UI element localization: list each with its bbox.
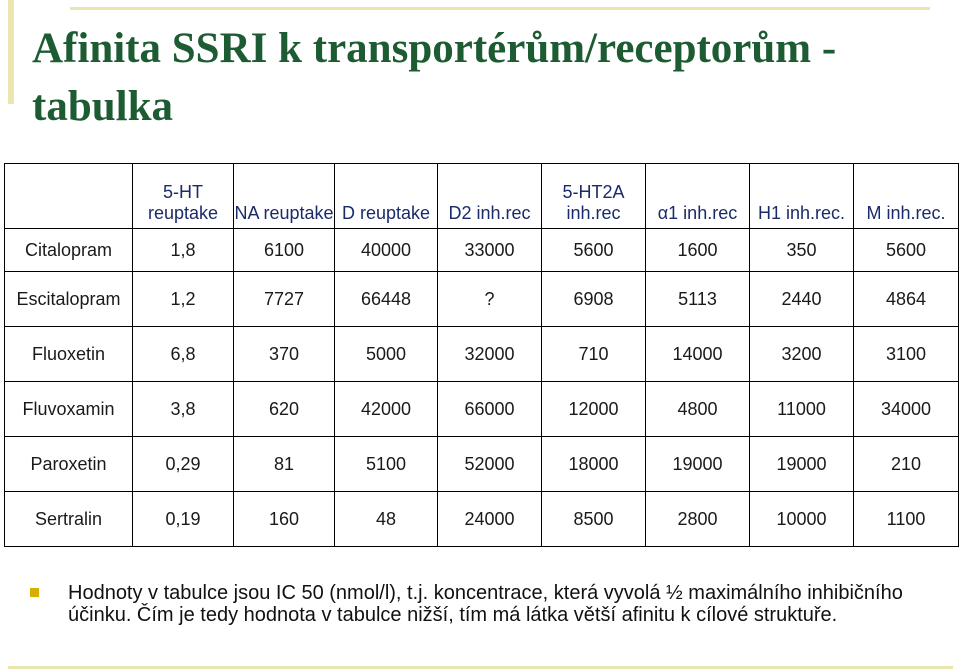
value-cell: 3,8 bbox=[133, 382, 234, 437]
value-cell: 160 bbox=[234, 492, 335, 547]
value-cell: 5000 bbox=[335, 327, 438, 382]
table-row bbox=[5, 229, 959, 272]
value-cell: 24000 bbox=[438, 492, 542, 547]
value-cell: 6908 bbox=[542, 272, 646, 327]
value-cell: 10000 bbox=[750, 492, 854, 547]
value-cell: 1,8 bbox=[133, 229, 234, 272]
value-cell: 32000 bbox=[438, 327, 542, 382]
value-cell: 12000 bbox=[542, 382, 646, 437]
value-cell: 7727 bbox=[234, 272, 335, 327]
value-cell: 3100 bbox=[854, 327, 959, 382]
value-cell: 1,2 bbox=[133, 272, 234, 327]
header-cell: D reuptake bbox=[335, 164, 438, 229]
value-cell: 11000 bbox=[750, 382, 854, 437]
value-cell: 34000 bbox=[854, 382, 959, 437]
header-cell: NA reuptake bbox=[234, 164, 335, 229]
value-cell: 14000 bbox=[646, 327, 750, 382]
table-row bbox=[5, 437, 959, 492]
value-cell: 0,29 bbox=[133, 437, 234, 492]
value-cell: 52000 bbox=[438, 437, 542, 492]
value-cell: 4800 bbox=[646, 382, 750, 437]
value-cell: 2800 bbox=[646, 492, 750, 547]
value-cell: 0,19 bbox=[133, 492, 234, 547]
drug-name-cell: Citalopram bbox=[5, 229, 133, 272]
page-title: Afinita SSRI k transportérům/receptorům - tabulka bbox=[32, 25, 837, 130]
value-cell: 5100 bbox=[335, 437, 438, 492]
note-bullet-item bbox=[36, 582, 936, 626]
value-cell: 6,8 bbox=[133, 327, 234, 382]
value-cell: 1100 bbox=[854, 492, 959, 547]
value-cell: 5600 bbox=[854, 229, 959, 272]
value-cell: 710 bbox=[542, 327, 646, 382]
value-cell: 620 bbox=[234, 382, 335, 437]
value-cell: 5113 bbox=[646, 272, 750, 327]
value-cell: 3200 bbox=[750, 327, 854, 382]
decorative-top-line bbox=[70, 7, 930, 10]
value-cell: 48 bbox=[335, 492, 438, 547]
value-cell: 350 bbox=[750, 229, 854, 272]
value-cell: 33000 bbox=[438, 229, 542, 272]
value-cell: 6100 bbox=[234, 229, 335, 272]
drug-name-cell: Fluoxetin bbox=[5, 327, 133, 382]
table-body bbox=[5, 229, 959, 547]
table-row bbox=[5, 272, 959, 327]
decorative-left-bar bbox=[8, 0, 14, 104]
value-cell: 8500 bbox=[542, 492, 646, 547]
value-cell: 19000 bbox=[750, 437, 854, 492]
header-cell: H1 inh.rec. bbox=[750, 164, 854, 229]
value-cell: 40000 bbox=[335, 229, 438, 272]
header-cell: 5-HT reuptake bbox=[133, 164, 234, 229]
drug-name-cell: Sertralin bbox=[5, 492, 133, 547]
drug-name-cell: Paroxetin bbox=[5, 437, 133, 492]
header-cell: 5-HT2A inh.rec bbox=[542, 164, 646, 229]
value-cell: 5600 bbox=[542, 229, 646, 272]
value-cell: 18000 bbox=[542, 437, 646, 492]
table-row bbox=[5, 327, 959, 382]
table-row bbox=[5, 492, 959, 547]
value-cell: 81 bbox=[234, 437, 335, 492]
drug-name-cell: Fluvoxamin bbox=[5, 382, 133, 437]
decorative-bottom-line bbox=[8, 666, 953, 669]
header-cell: D2 inh.rec bbox=[438, 164, 542, 229]
header-cell-empty bbox=[5, 164, 133, 229]
value-cell: 1600 bbox=[646, 229, 750, 272]
value-cell: 66000 bbox=[438, 382, 542, 437]
affinity-table bbox=[4, 163, 959, 547]
value-cell: 4864 bbox=[854, 272, 959, 327]
value-cell: 66448 bbox=[335, 272, 438, 327]
drug-name-cell: Escitalopram bbox=[5, 272, 133, 327]
value-cell: 2440 bbox=[750, 272, 854, 327]
value-cell: 210 bbox=[854, 437, 959, 492]
value-cell: 19000 bbox=[646, 437, 750, 492]
value-cell: 42000 bbox=[335, 382, 438, 437]
header-cell: M inh.rec. bbox=[854, 164, 959, 229]
header-cell: α1 inh.rec bbox=[646, 164, 750, 229]
value-cell: ? bbox=[438, 272, 542, 327]
note-text: Hodnoty v tabulce jsou IC 50 (nmol/l), t.j. koncentrace, která vyvolá ½ maximálního inhibičního účinku. Čím je tedy hodnota v tabulce nižší, tím má látka větší afinitu k cílové struktuře. bbox=[68, 582, 903, 626]
table-header bbox=[5, 164, 959, 229]
square-bullet-icon bbox=[30, 588, 39, 597]
value-cell: 370 bbox=[234, 327, 335, 382]
table-row bbox=[5, 382, 959, 437]
